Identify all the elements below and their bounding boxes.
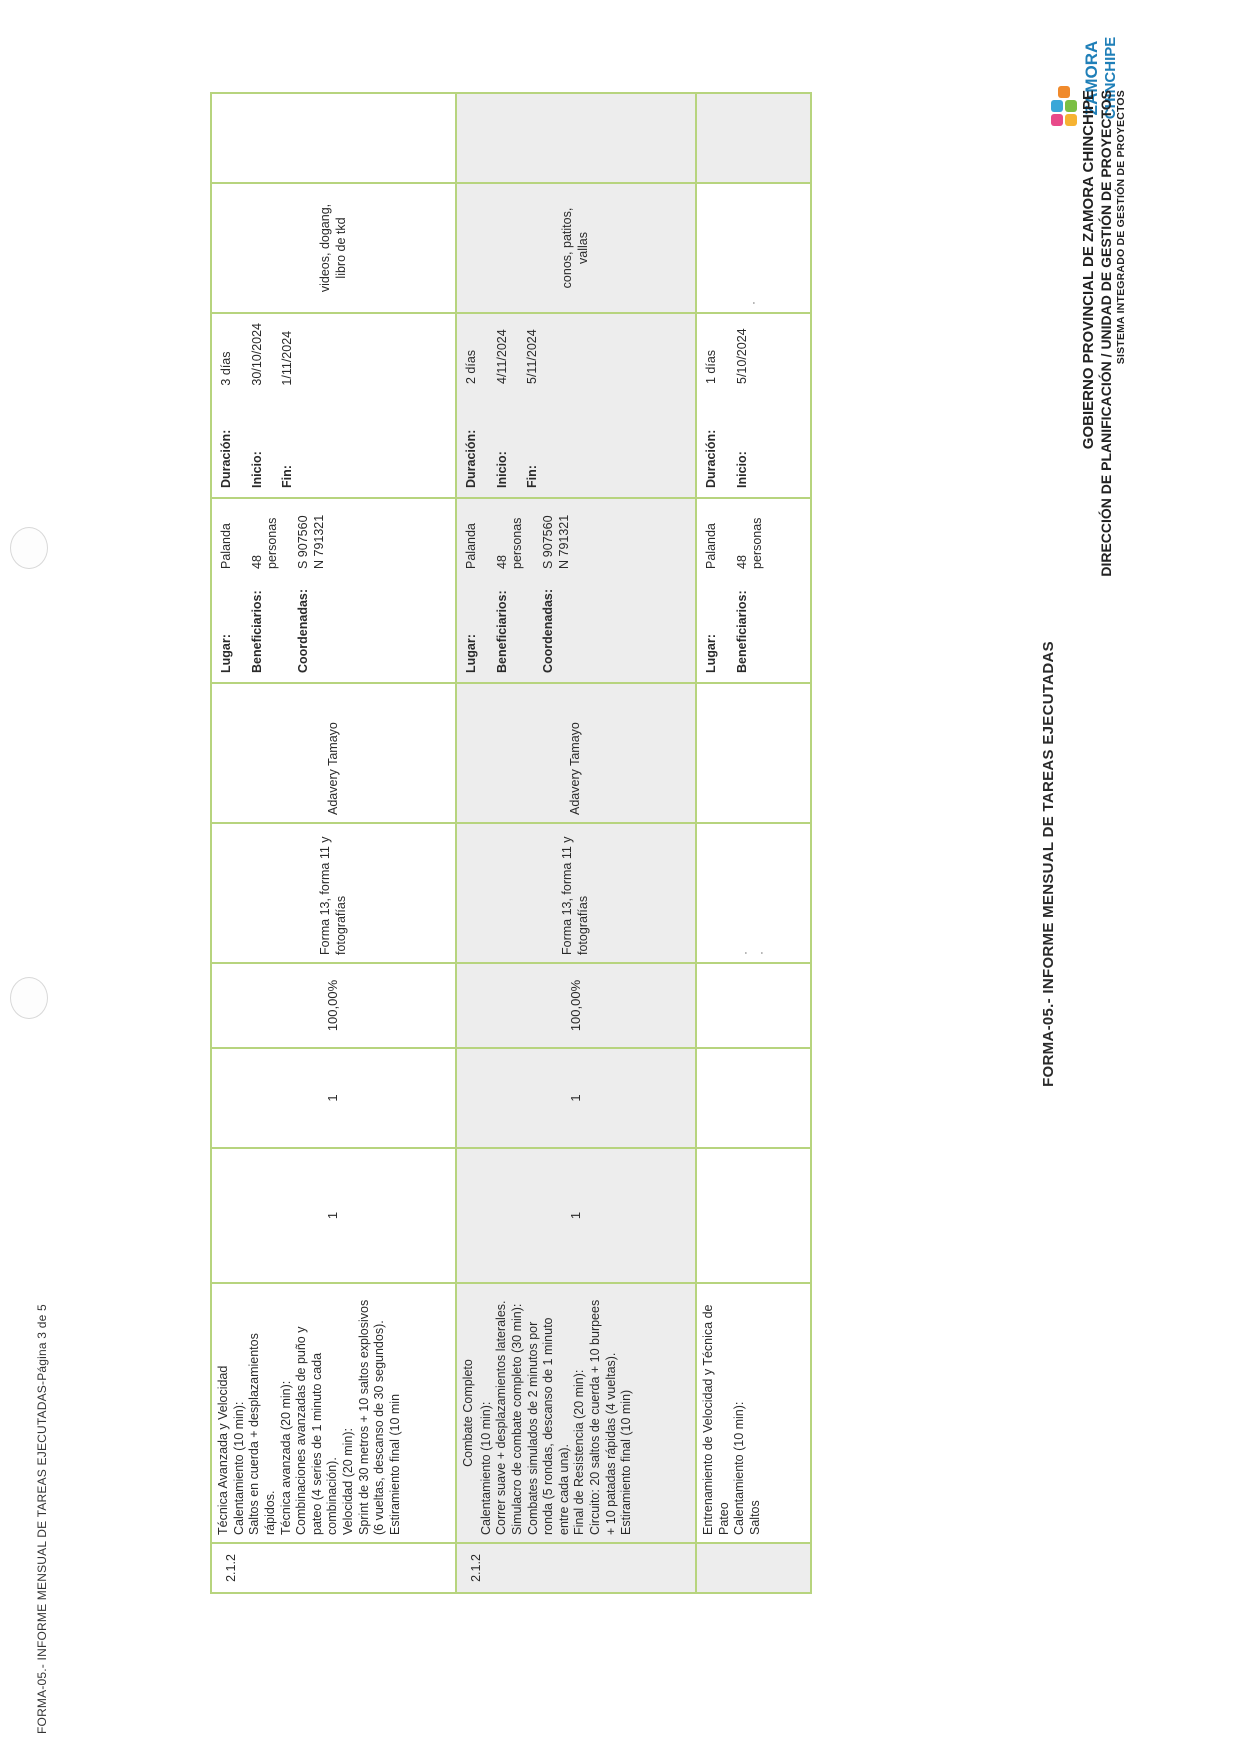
duracion-label: Duración: [704,429,718,488]
duracion-label: Duración: [219,429,233,488]
description-line: Circuito: 20 saltos de cuerda + 10 burpees [588,1299,602,1535]
duracion-value: 3 días [219,351,233,386]
inicio-label: Inicio: [249,451,264,488]
punch-hole [10,527,48,569]
description-line: (6 vueltas, descanso de 30 segundos). [372,1320,387,1535]
description-line: rápidos. [262,1490,277,1535]
schedule-details [696,313,811,498]
table-row [456,93,696,1593]
description-line: Combates simulados de 2 minutos por [525,1321,540,1535]
form-title: FORMA-05.- INFORME MENSUAL DE TAREAS EJECUTADAS [1040,641,1057,1087]
coordenadas-label: Coordenadas: [538,571,584,675]
description-line: Calentamiento (10 min): [231,1401,246,1535]
responsible-person: Adavery Tamayo [211,683,456,823]
inicio-value: 30/10/2024 [249,323,264,386]
description-line: Saltos en cuerda + desplazamientos [247,1333,262,1535]
lugar-label: Lugar: [704,634,718,673]
description-line: Combinaciones avanzadas de puño y [294,1326,309,1535]
executed-quantity: 1 [211,1048,456,1148]
punch-hole [10,977,48,1019]
fin-label: Fin: [522,386,553,490]
description-line: Simulacro de combate completo (30 min): [509,1303,524,1535]
schedule-details [211,313,456,498]
description-line: Saltos [747,1500,762,1535]
beneficiarios-label: Beneficiarios: [734,590,749,673]
task-code: 2.1.2 [456,1543,696,1593]
planned-quantity: 1 [456,1148,696,1283]
description-line: Técnica avanzada (20 min): [278,1380,293,1535]
verification-means: Forma 13, forma 11 y fotografías [211,823,456,963]
description-line: Correr suave + desplazamientos laterales. [494,1300,509,1535]
inicio-value: 4/11/2024 [492,321,523,386]
execution-percent: 100,00% [211,963,456,1048]
verification-means: · · [696,823,811,963]
materials-used: · [696,183,811,313]
location-details [211,498,456,683]
observations [456,93,696,183]
description-line: Estiramiento final (10 min [387,1393,402,1535]
lugar-value: Palanda [704,523,718,569]
header-line-2: DIRECCIÓN DE PLANIFICACIÓN / UNIDAD DE GESTIÓN DE PROYECTOS [1098,90,1114,577]
coordenadas-label: Coordenadas: [295,588,310,673]
task-description [696,1283,811,1543]
materials-used: conos, patitos, vallas [456,183,696,313]
materials-used: videos, dogang, libro de tkd [211,183,456,313]
description-line: Técnica Avanzada y Velocidad [216,1365,230,1535]
lugar-label: Lugar: [219,634,233,673]
planned-quantity [696,1148,811,1283]
verification-means: Forma 13, forma 11 y fotografías [456,823,696,963]
execution-percent: 100,00% [456,963,696,1048]
description-line: Pateo [716,1502,731,1535]
beneficiarios-value: 48 personas [492,506,538,571]
header-line-1: GOBIERNO PROVINCIAL DE ZAMORA CHINCHIPE [1080,90,1097,450]
logo-text-1: ZAMORA [1082,40,1101,116]
description-line: pateo (4 series de 1 minuto cada [309,1352,324,1535]
description-line: Sprint de 30 metros + 10 saltos explosivos [356,1299,371,1535]
beneficiarios-label: Beneficiarios: [492,571,538,675]
executed-quantity [696,1048,811,1148]
lugar-value: Palanda [219,523,233,569]
description-line: Calentamiento (10 min): [478,1401,493,1535]
schedule-details [456,313,696,498]
location-details [696,498,811,683]
task-code [696,1543,811,1593]
fin-value: 5/11/2024 [522,321,553,386]
planned-quantity: 1 [211,1148,456,1283]
duracion-value: 1 días [704,349,718,384]
task-title: Combate Completo [461,1359,475,1467]
beneficiarios-value: 48 personas [734,517,765,569]
executed-quantity: 1 [456,1048,696,1148]
tasks-table [210,92,812,1594]
coordenadas-value: S 907560 N 791321 [295,514,326,569]
coordenadas-value: S 907560 N 791321 [538,506,584,571]
duracion-value: 2 días [461,321,492,386]
header-line-3: SISTEMA INTEGRADO DE GESTIÓN DE PROYECTOS [1115,90,1127,365]
beneficiarios-value: 48 personas [249,517,280,569]
fin-value: 1/11/2024 [280,330,295,386]
description-line: Entrenamiento de Velocidad y Técnica de [701,1304,715,1535]
description-line: Velocidad (20 min): [341,1427,355,1535]
responsible-person: Adavery Tamayo [456,683,696,823]
fin-label: Fin: [280,465,295,488]
task-code: 2.1.2 [211,1543,456,1593]
table-row [211,93,456,1593]
observations [211,93,456,183]
lugar-value: Palanda [461,506,492,571]
description-line: combinación). [325,1457,340,1535]
inicio-value: 5/10/2024 [734,328,749,384]
logo-text-2: CHINCHIPE [1102,36,1119,120]
inicio-label: Inicio: [734,451,749,488]
table-row [696,93,811,1593]
page-footer: FORMA-05.- INFORME MENSUAL DE TAREAS EJECUTADAS-Página 3 de 5 [35,1304,49,1734]
observations [696,93,811,183]
duracion-label: Duración: [461,386,492,490]
description-line: Calentamiento (10 min): [732,1401,747,1535]
description-line: Final de Resistencia (20 min): [572,1369,587,1535]
responsible-person [696,683,811,823]
location-details [456,498,696,683]
description-line: + 10 patadas rápidas (4 vueltas). [603,1352,618,1535]
execution-percent [696,963,811,1048]
task-description [456,1283,696,1543]
description-line: ronda (5 rondas, descanso de 1 minuto [541,1317,556,1535]
description-line: entre cada una). [556,1443,571,1535]
inicio-label: Inicio: [492,386,523,490]
lugar-label: Lugar: [461,571,492,675]
description-line: Estiramiento final (10 min) [619,1389,634,1535]
task-description [211,1283,456,1543]
beneficiarios-label: Beneficiarios: [249,590,264,673]
